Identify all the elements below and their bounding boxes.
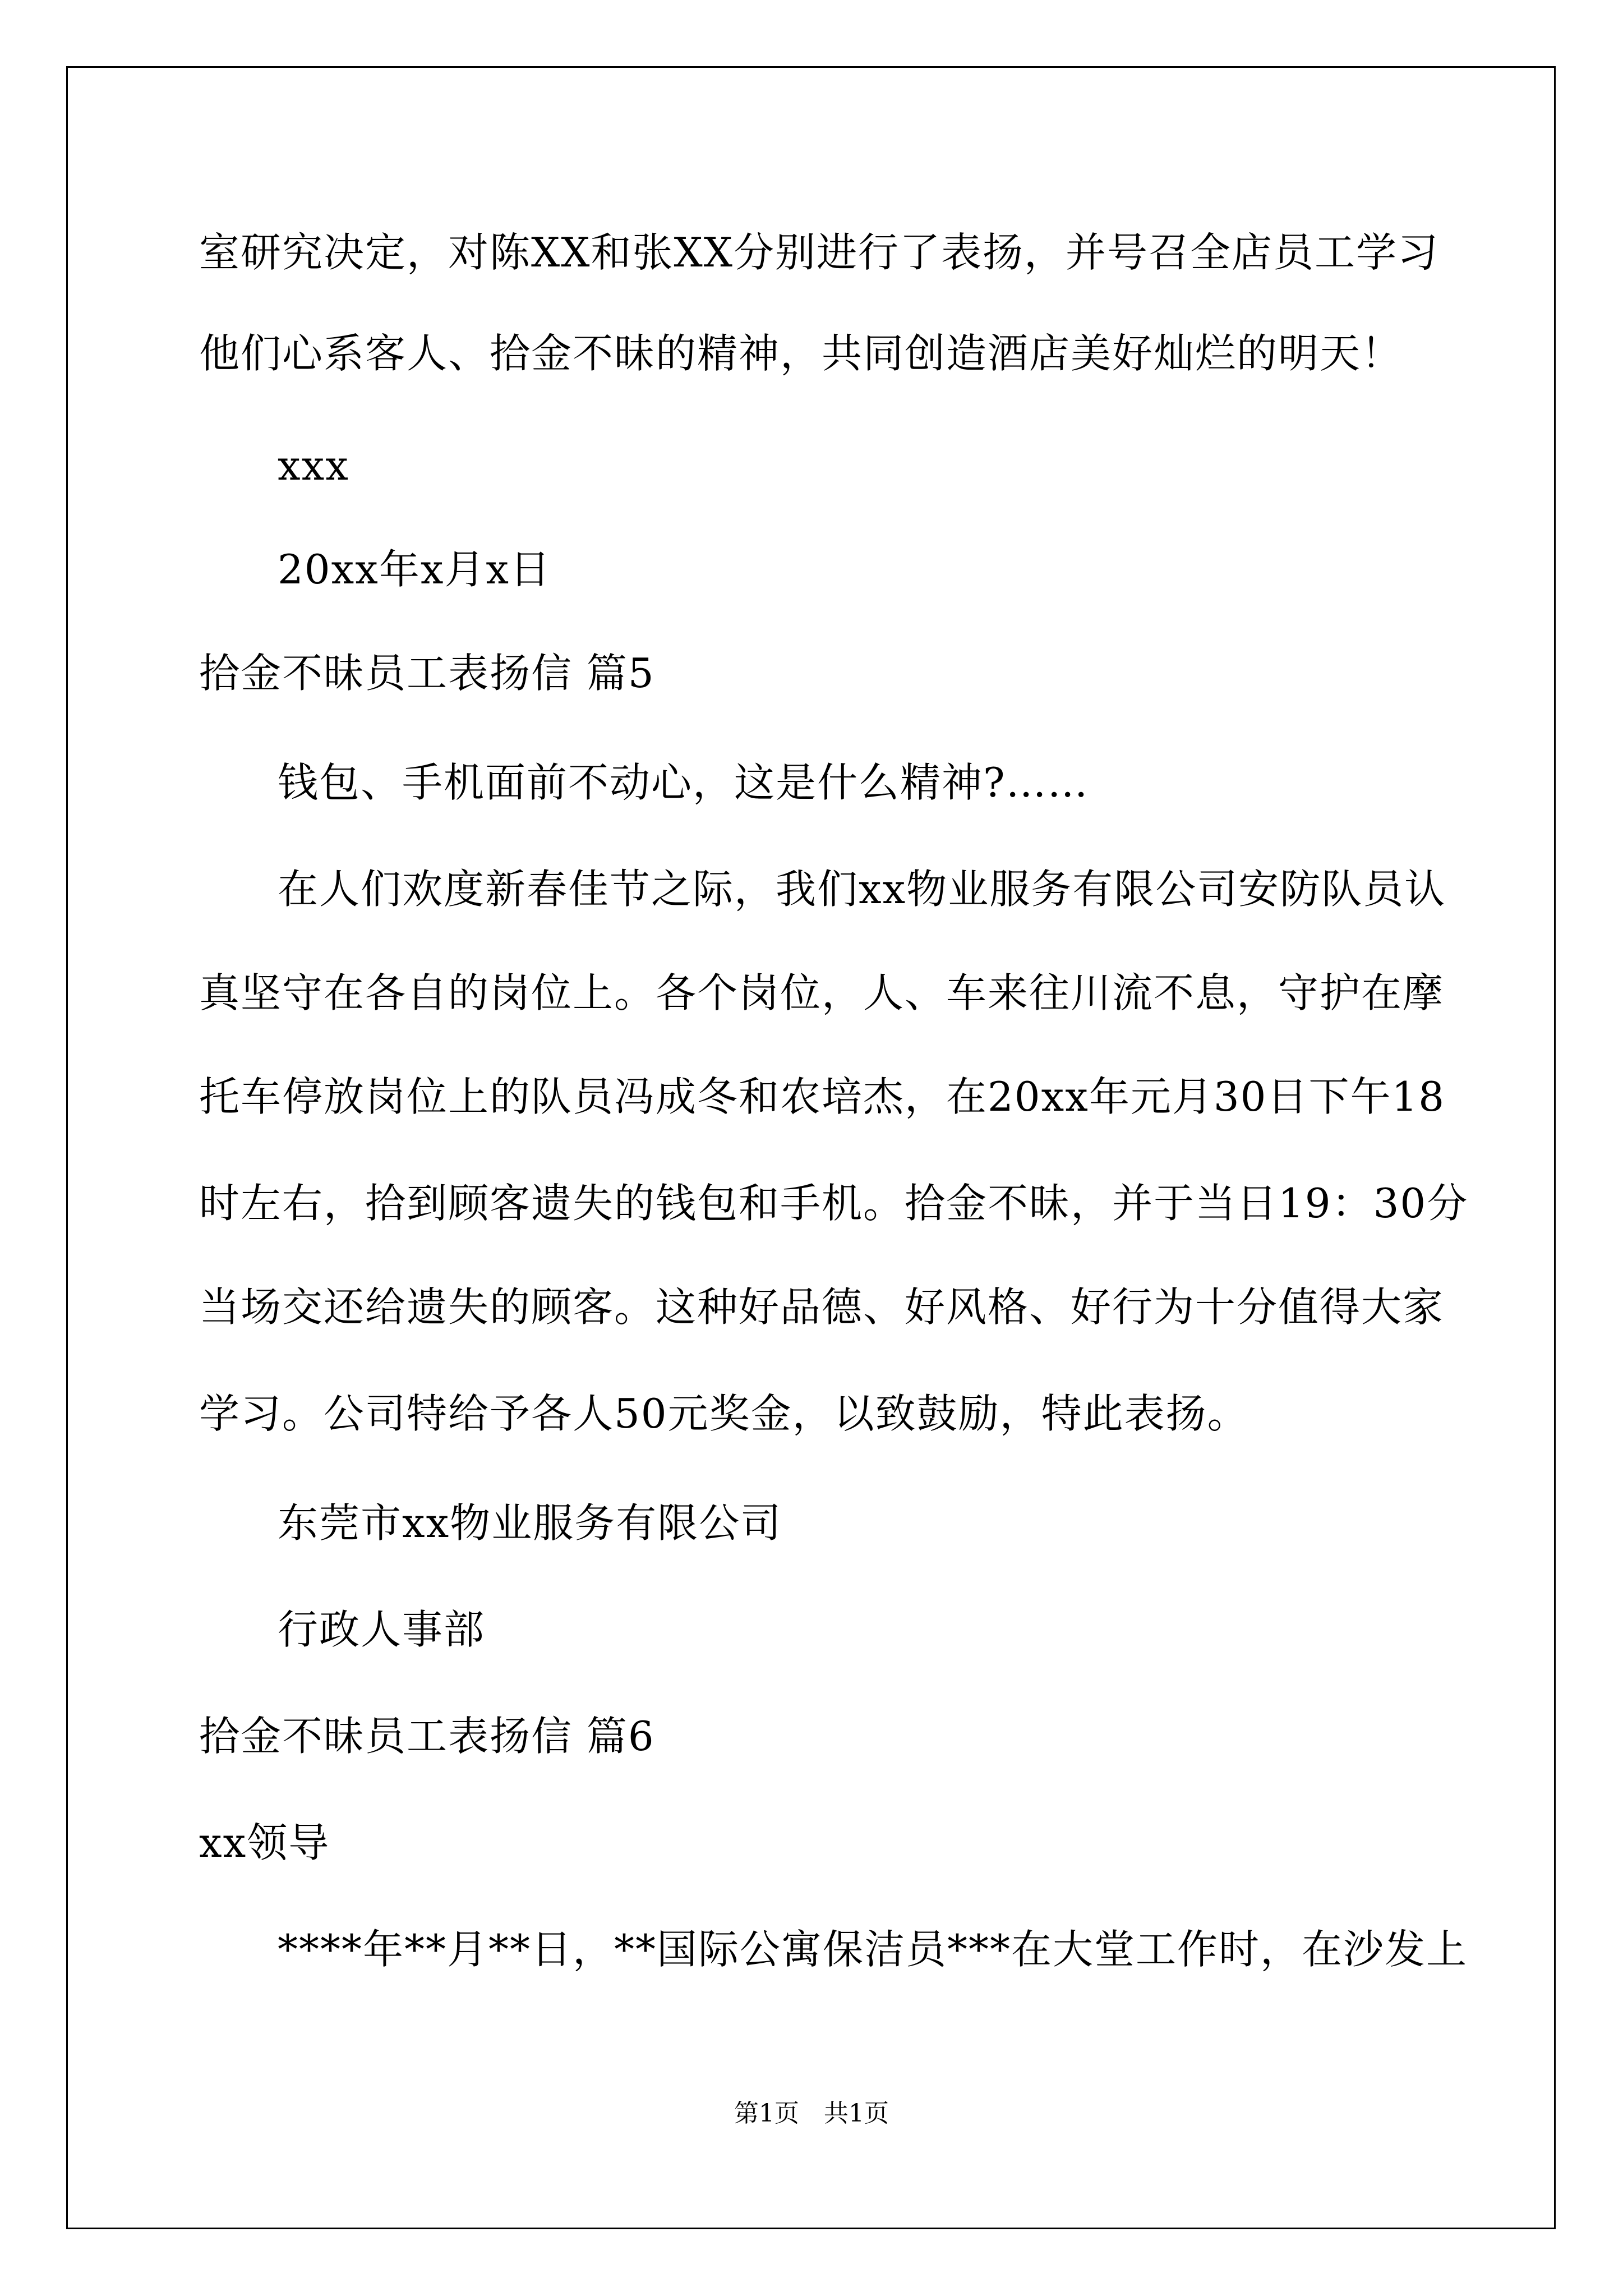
signature-department: 行政人事部 [278, 1606, 486, 1653]
paragraph-line: 学习。公司特给予各人50元奖金，以致鼓励，特此表扬。 [199, 1390, 1249, 1437]
paragraph-line: 当场交还给遗失的顾客。这种好品德、好风格、好行为十分值得大家 [199, 1283, 1445, 1331]
page-border [66, 66, 1556, 2229]
section-heading: 拾金不昧员工表扬信 篇5 [199, 650, 655, 697]
salutation: xx领导 [199, 1819, 330, 1866]
section-heading: 拾金不昧员工表扬信 篇6 [199, 1713, 655, 1760]
paragraph-line: ****年**月**日，**国际公寓保洁员***在大堂工作时，在沙发上 [278, 1926, 1468, 1973]
paragraph-line: 他们心系客人、拾金不昧的精神，共同创造酒店美好灿烂的明天！ [199, 330, 1403, 377]
paragraph-line: 时左右，拾到顾客遗失的钱包和手机。拾金不昧，并于当日19：30分 [199, 1180, 1469, 1227]
paragraph-line: 钱包、手机面前不动心，这是什么精神?…… [278, 759, 1089, 806]
page-footer: 第1页 共1页 [734, 2099, 889, 2128]
paragraph-line: 在人们欢度新春佳节之际，我们xx物业服务有限公司安防队员认 [278, 866, 1446, 913]
paragraph-line: 真坚守在各自的岗位上。各个岗位，人、车来往川流不息，守护在摩 [199, 969, 1445, 1016]
signature-date: 20xx年x月x日 [278, 546, 552, 593]
signature-name: xxx [278, 442, 349, 489]
signature-company: 东莞市xx物业服务有限公司 [278, 1499, 782, 1547]
paragraph-line: 室研究决定，对陈XX和张XX分别进行了表扬，并号召全店员工学习 [199, 229, 1440, 276]
paragraph-line: 托车停放岗位上的队员冯成冬和农培杰，在20xx年元月30日下午18 [199, 1073, 1446, 1120]
